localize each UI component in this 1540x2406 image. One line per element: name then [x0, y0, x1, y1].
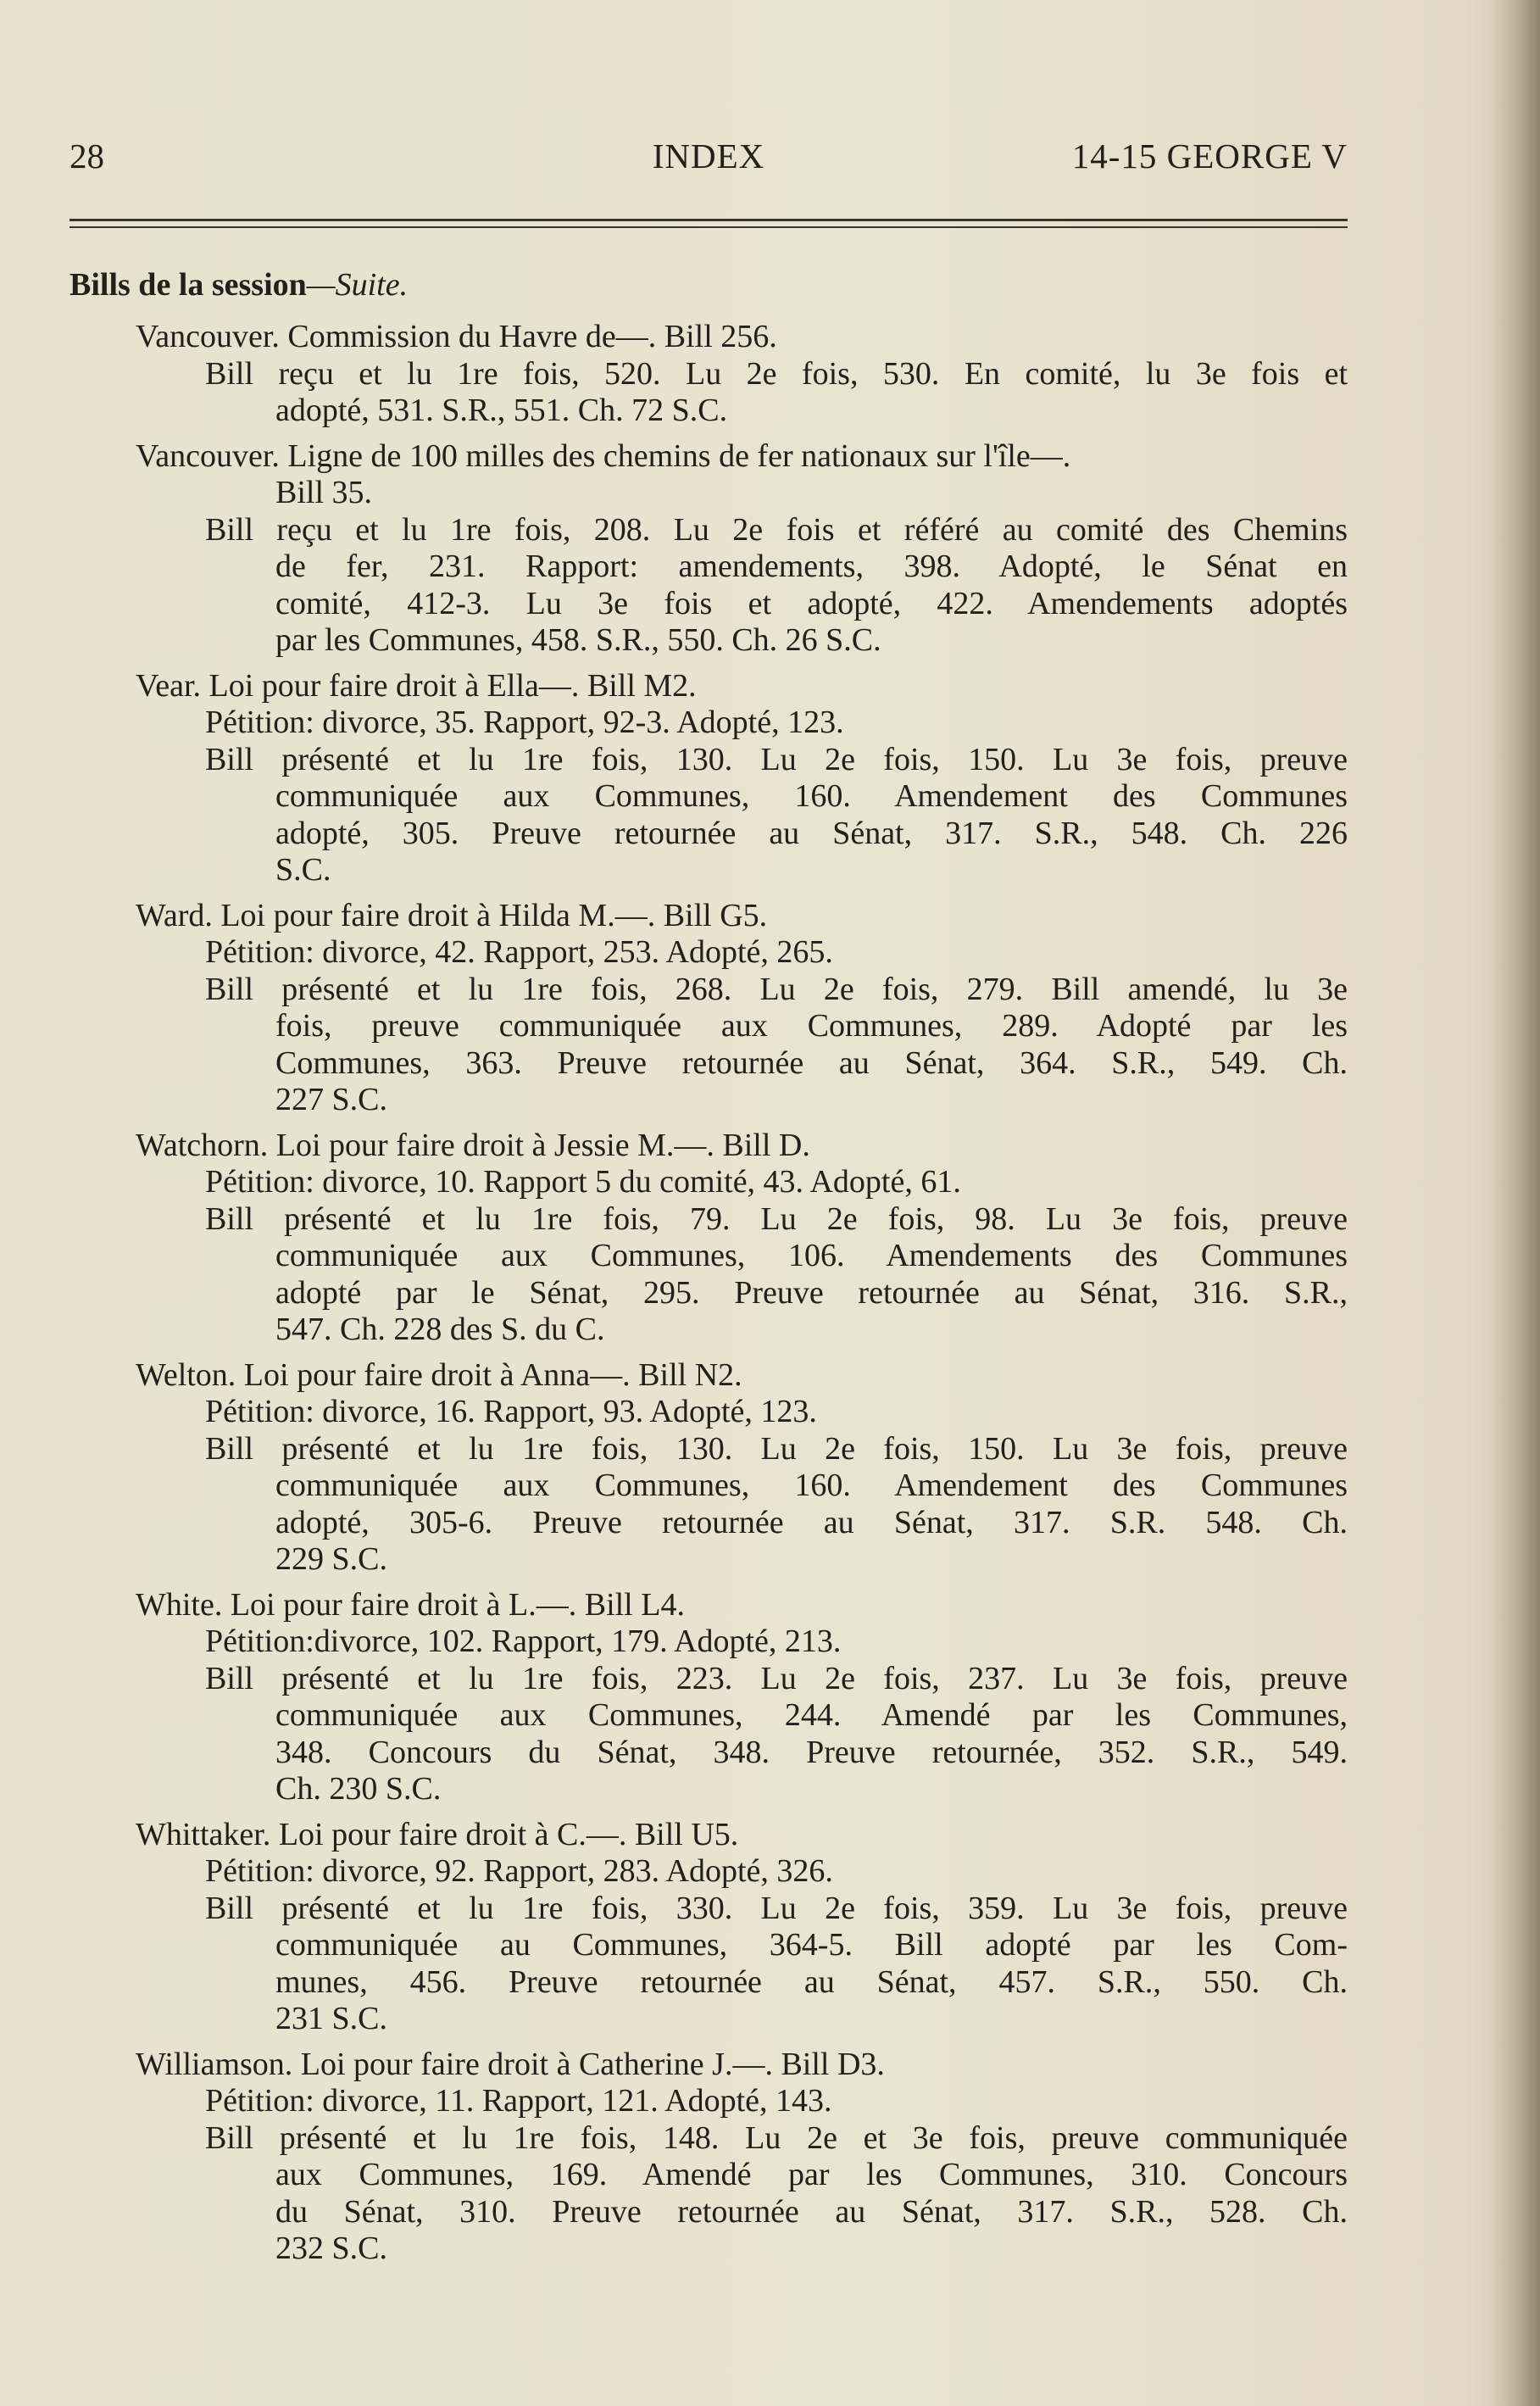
entry-heading: Williamson. Loi pour faire droit à Catherine J.—. Bill D3.: [136, 2046, 885, 2082]
entry-continuation: communiquée au Communes, 364-5. Bill adopté par les Com-: [275, 1927, 1348, 1963]
entry-subline: Bill présenté et lu 1re fois, 148. Lu 2e et 3e fois, preuve communiquée: [205, 2119, 1348, 2156]
running-title: INDEX: [652, 136, 765, 175]
header-reign: 14-15 GEORGE V: [1071, 136, 1348, 175]
entry-heading: Whittaker. Loi pour faire droit à C.—. Bill U5.: [136, 1816, 739, 1852]
entry-continuation: fois, preuve communiquée aux Communes, 289. Adopté par les: [275, 1008, 1348, 1044]
entry-heading: Welton. Loi pour faire droit à Anna—. Bill N2.: [136, 1356, 742, 1393]
entry-continuation: communiquée aux Communes, 160. Amendement des Communes: [275, 778, 1348, 814]
entry-subline: Bill reçu et lu 1re fois, 520. Lu 2e fois, 530. En comité, lu 3e fois et: [205, 355, 1348, 392]
entry-continuation: Ch. 230 S.C.: [275, 1771, 442, 1807]
entry-continuation: communiquée aux Communes, 244. Amendé par les Communes,: [275, 1697, 1348, 1733]
entry-subline: Bill présenté et lu 1re fois, 223. Lu 2e fois, 237. Lu 3e fois, preuve: [205, 1660, 1348, 1696]
entry-subline: Pétition: divorce, 11. Rapport, 121. Adopté, 143.: [205, 2083, 832, 2119]
index-entry: [69, 1817, 1348, 2038]
entry-continuation: 348. Concours du Sénat, 348. Preuve retournée, 352. S.R., 549.: [275, 1734, 1348, 1770]
entry-continuation: munes, 456. Preuve retournée au Sénat, 457. S.R., 550. Ch.: [275, 1963, 1348, 2000]
entry-continuation: 227 S.C.: [275, 1082, 387, 1117]
page-edge-shadow: [1491, 0, 1540, 2406]
entry-heading: Vear. Loi pour faire droit à Ella—. Bill M2.: [136, 667, 697, 704]
entry-subline: Pétition: divorce, 16. Rapport, 93. Adopté, 123.: [205, 1394, 817, 1429]
entry-heading: White. Loi pour faire droit à L.—. Bill L4.: [136, 1586, 685, 1623]
entry-continuation: aux Communes, 169. Amendé par les Communes, 310. Concours: [275, 2157, 1348, 2192]
entry-continuation: adopté par le Sénat, 295. Preuve retournée au Sénat, 316. S.R.,: [275, 1274, 1348, 1311]
entry-continuation: Communes, 363. Preuve retournée au Sénat, 364. S.R., 549. Ch.: [275, 1044, 1348, 1081]
index-entries: [69, 319, 1348, 2276]
section-heading: [69, 266, 408, 304]
entry-subline: Pétition: divorce, 10. Rapport 5 du comité, 43. Adopté, 61.: [205, 1164, 961, 1200]
index-entry: [69, 1587, 1348, 1808]
entry-continuation: 231 S.C.: [275, 2001, 387, 2036]
entry-continuation: 232 S.C.: [275, 2231, 387, 2266]
page-number: 28: [69, 136, 104, 175]
entry-subline: Bill présenté et lu 1re fois, 79. Lu 2e fois, 98. Lu 3e fois, preuve: [205, 1200, 1348, 1237]
entry-continuation: S.C.: [275, 852, 331, 888]
entry-continuation: adopté, 305. Preuve retournée au Sénat, 317. S.R., 548. Ch. 226: [275, 815, 1348, 851]
section-title: Bills de la session: [69, 267, 307, 303]
entry-heading: Vancouver. Commission du Havre de—. Bill 256.: [136, 319, 777, 354]
entry-continuation: adopté, 305-6. Preuve retournée au Sénat, 317. S.R. 548. Ch.: [275, 1504, 1348, 1540]
index-entry: [69, 898, 1348, 1119]
entry-subline: Pétition: divorce, 35. Rapport, 92-3. Adopté, 123.: [205, 705, 844, 740]
entry-continuation: du Sénat, 310. Preuve retournée au Sénat, 317. S.R., 528. Ch.: [275, 2193, 1348, 2230]
index-entry: [69, 668, 1348, 889]
entry-continuation: communiquée aux Communes, 106. Amendements des Communes: [275, 1238, 1348, 1273]
entry-continuation: 229 S.C.: [275, 1541, 387, 1577]
entry-heading: Ward. Loi pour faire droit à Hilda M.—. Bill G5.: [136, 897, 768, 933]
index-entry: [69, 319, 1348, 430]
entry-subline: Bill présenté et lu 1re fois, 268. Lu 2e fois, 279. Bill amendé, lu 3e: [205, 971, 1348, 1007]
entry-heading: Watchorn. Loi pour faire droit à Jessie M.—. Bill D.: [136, 1127, 810, 1163]
entry-subline: Bill présenté et lu 1re fois, 130. Lu 2e fois, 150. Lu 3e fois, preuve: [205, 741, 1348, 777]
entry-continuation: par les Communes, 458. S.R., 550. Ch. 26 S.C.: [275, 622, 881, 658]
header-rule-bottom: [69, 226, 1348, 228]
entry-continuation: communiquée aux Communes, 160. Amendement des Communes: [275, 1468, 1348, 1503]
entry-subline: Pétition:divorce, 102. Rapport, 179. Adopté, 213.: [205, 1623, 842, 1659]
page-header: [69, 136, 1348, 187]
index-entry: [69, 1128, 1348, 1349]
entry-continuation: de fer, 231. Rapport: amendements, 398. Adopté, le Sénat en: [275, 549, 1348, 584]
header-rule-top: [69, 219, 1348, 221]
entry-subline: Pétition: divorce, 42. Rapport, 253. Adopté, 265.: [205, 934, 833, 970]
entry-continuation: Bill 35.: [275, 475, 373, 510]
entry-subline: Bill présenté et lu 1re fois, 330. Lu 2e fois, 359. Lu 3e fois, preuve: [205, 1890, 1348, 1926]
index-entry: [69, 438, 1348, 660]
entry-subline: Bill présenté et lu 1re fois, 130. Lu 2e fois, 150. Lu 3e fois, preuve: [205, 1430, 1348, 1467]
entry-subline: Pétition: divorce, 92. Rapport, 283. Adopté, 326.: [205, 1853, 833, 1889]
entry-continuation: comité, 412-3. Lu 3e fois et adopté, 422. Amendements adoptés: [275, 585, 1348, 621]
entry-subline: Bill reçu et lu 1re fois, 208. Lu 2e fois et référé au comité des Chemins: [205, 511, 1348, 548]
entry-continuation: adopté, 531. S.R., 551. Ch. 72 S.C.: [275, 393, 728, 428]
section-suite: —Suite.: [306, 267, 409, 303]
entry-heading: Vancouver. Ligne de 100 milles des chemins de fer nationaux sur l'île—.: [136, 437, 1071, 474]
index-entry: [69, 2047, 1348, 2268]
index-entry: [69, 1357, 1348, 1579]
entry-continuation: 547. Ch. 228 des S. du C.: [275, 1312, 605, 1347]
